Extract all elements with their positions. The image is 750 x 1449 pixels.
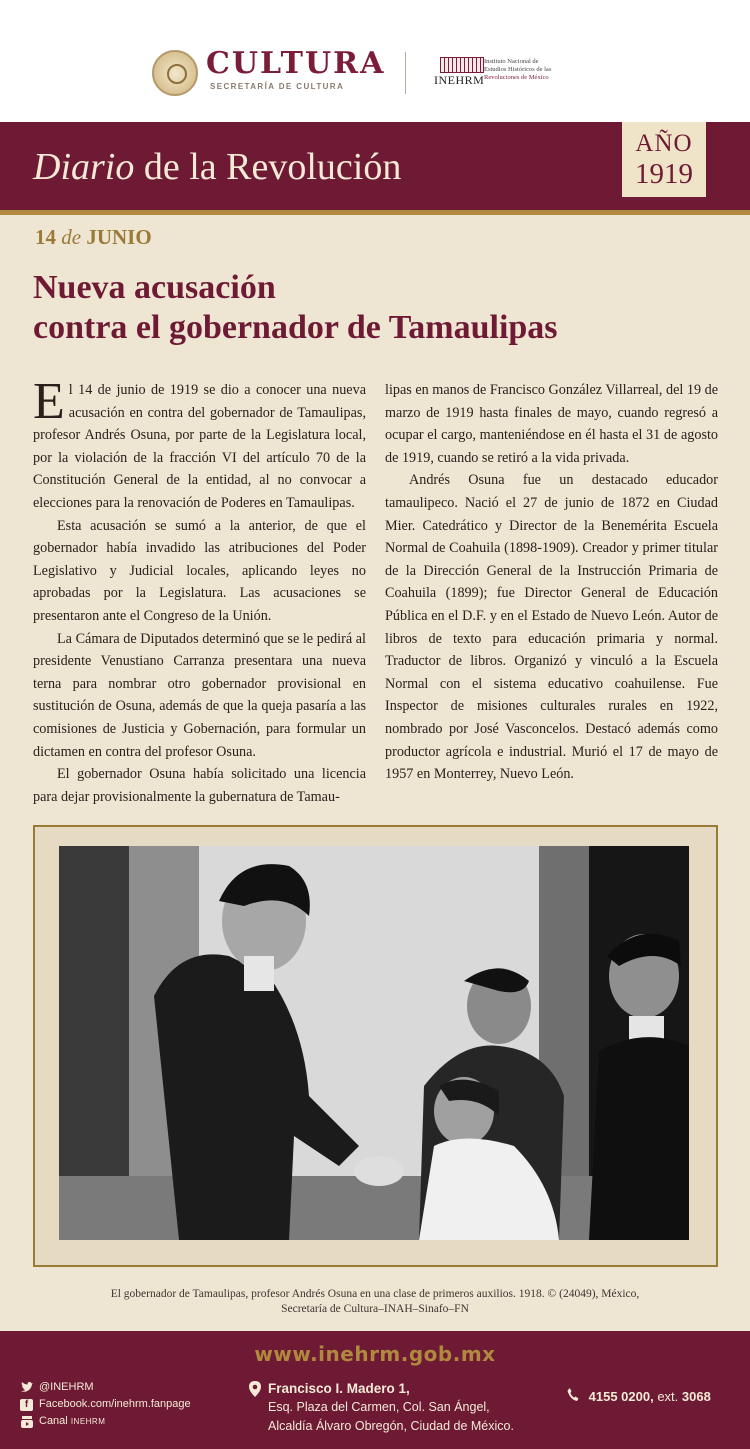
- cultura-logo-subtitle: SECRETARÍA DE CULTURA: [210, 82, 345, 91]
- photo-caption: [60, 1287, 690, 1317]
- article-date: [35, 225, 152, 250]
- inehrm-line-1: Instituto Nacional de: [484, 58, 539, 65]
- article-column-left: [33, 373, 366, 808]
- social-links: [20, 1379, 191, 1430]
- article-paragraph-2: Esta acusación se sumó a la anterior, de que el gobernador había invadido las atribuciones del Poder Legislativo y Judicial locales, aplicando leyes no aprobadas por la Legislatura. Las acusaciones se presentaron ante el Congreso de la Unión.: [33, 517, 366, 624]
- youtube-label: Canal: [39, 1415, 68, 1427]
- address-line-1: Francisco I. Madero 1,: [268, 1381, 410, 1396]
- inehrm-line-2: Estudios Históricos de las: [484, 66, 552, 73]
- drop-cap: E: [33, 373, 65, 430]
- inehrm-logo-mark: INEHRM: [434, 73, 485, 87]
- twitter-icon: [20, 1382, 33, 1394]
- phone-contact[interactable]: [567, 1388, 711, 1404]
- youtube-link[interactable]: [20, 1413, 191, 1430]
- address-line-2: Esq. Plaza del Carmen, Col. San Ángel,: [268, 1400, 490, 1414]
- date-month: JUNIO: [86, 225, 152, 249]
- national-seal-icon: [152, 50, 198, 96]
- website-link[interactable]: www.inehrm.gob.mx: [254, 1342, 496, 1366]
- historical-photo-illustration: [59, 846, 689, 1240]
- headline-line-2: contra el gobernador de Tamaulipas: [33, 309, 558, 346]
- address-line-3: Alcaldía Álvaro Obregón, Ciudad de México.: [268, 1419, 514, 1433]
- logo-divider: [405, 52, 406, 94]
- article-paragraph-3: La Cámara de Diputados determinó que se le pedirá al presidente Venustiano Carranza presentara una nueva terna para nombrar otro gobernador provisional en sustitución de Osuna, además de que la queja pasaría a las comisiones de Justicia y Gobernación, para formular un dictamen en contra del profesor Osuna.: [33, 630, 366, 760]
- headline-line-1: Nueva acusación: [33, 269, 276, 306]
- date-de: de: [61, 225, 82, 249]
- inehrm-line-3: Revoluciones de México: [484, 74, 549, 81]
- twitter-handle: @INEHRM: [39, 1381, 94, 1393]
- publication-title-italic: Diario: [33, 146, 135, 188]
- inehrm-logo-text: [484, 58, 594, 82]
- caption-line-2: Secretaría de Cultura–INAH–Sinafo–FN: [281, 1303, 469, 1315]
- article-paragraph-5: lipas en manos de Francisco González Villarreal, del 19 de marzo de 1919 hasta finales de mayo, cuando regresó a ocupar el cargo, manteniéndose en él hasta el 31 de agosto de 1919, cuando se retiró a la vida privada.: [385, 382, 718, 466]
- publication-title: [33, 145, 401, 189]
- youtube-icon: [20, 1416, 33, 1428]
- year-badge: [622, 122, 706, 197]
- facebook-link[interactable]: [20, 1396, 191, 1413]
- date-day: 14: [35, 225, 56, 249]
- cultura-logo-title: CULTURA: [206, 46, 386, 81]
- phone-ext: 3068: [681, 1389, 711, 1404]
- phone-number: 4155 0200,: [588, 1389, 654, 1404]
- phone-ext-label: ext.: [657, 1389, 679, 1404]
- phone-icon: [567, 1388, 579, 1401]
- article-headline: [33, 268, 723, 348]
- inehrm-building-icon: [440, 57, 484, 73]
- historical-photo: [59, 846, 689, 1240]
- article-column-right: [385, 379, 718, 786]
- article-paragraph-1: [33, 373, 366, 515]
- year-value: 1919: [635, 158, 693, 190]
- year-label: AÑO: [635, 130, 693, 157]
- paragraph-1-text: l 14 de junio de 1919 se dio a conocer una nueva acusación en contra del gobernador de Tamaulipas, profesor Andrés Osuna, por parte de la Legislatura local, por la violación de la fracción VI del artículo 70 de la Constitución General de la entidad, al no convocar a elecciones para la renovación de Poderes en Tamaulipas.: [33, 382, 366, 511]
- article-paragraph-6: Andrés Osuna fue un destacado educador tamaulipeco. Nació el 27 de junio de 1872 en Ciudad Mier. Catedrático y Director de la Benemérita Escuela Normal de Coahuila (1898-1909). Creador y primer titular de la Dirección General de la Instrucción Primaria de Coahuila (1899); fue Director General de Educación Pública en el D.F. y en el Estado de Nuevo León. Autor de libros de texto para educación primaria y normal. Traductor de libros. Organizó y vinculó a la Escuela Normal con el sistema educativo coahuilense. Fue Inspector de misiones culturales rurales en 1922, nombrado por José Vasconcelos. Destacó además como productor agrícola e industrial. Murió el 17 de mayo de 1957 en Monterrey, Nuevo León.: [385, 472, 718, 783]
- article-paragraph-4: El gobernador Osuna había solicitado una licencia para dejar provisionalmente la gubernatura de Tamau-: [33, 766, 366, 805]
- publication-title-rest: de la Revolución: [134, 146, 402, 188]
- youtube-channel: INEHRM: [70, 1417, 106, 1426]
- caption-line-1: El gobernador de Tamaulipas, profesor Andrés Osuna en una clase de primeros auxilios. 1918. © (24049), México,: [110, 1288, 640, 1300]
- facebook-icon: f: [20, 1399, 33, 1411]
- facebook-url: Facebook.com/inehrm.fanpage: [39, 1398, 191, 1410]
- twitter-link[interactable]: [20, 1379, 191, 1396]
- address-block: [248, 1379, 514, 1436]
